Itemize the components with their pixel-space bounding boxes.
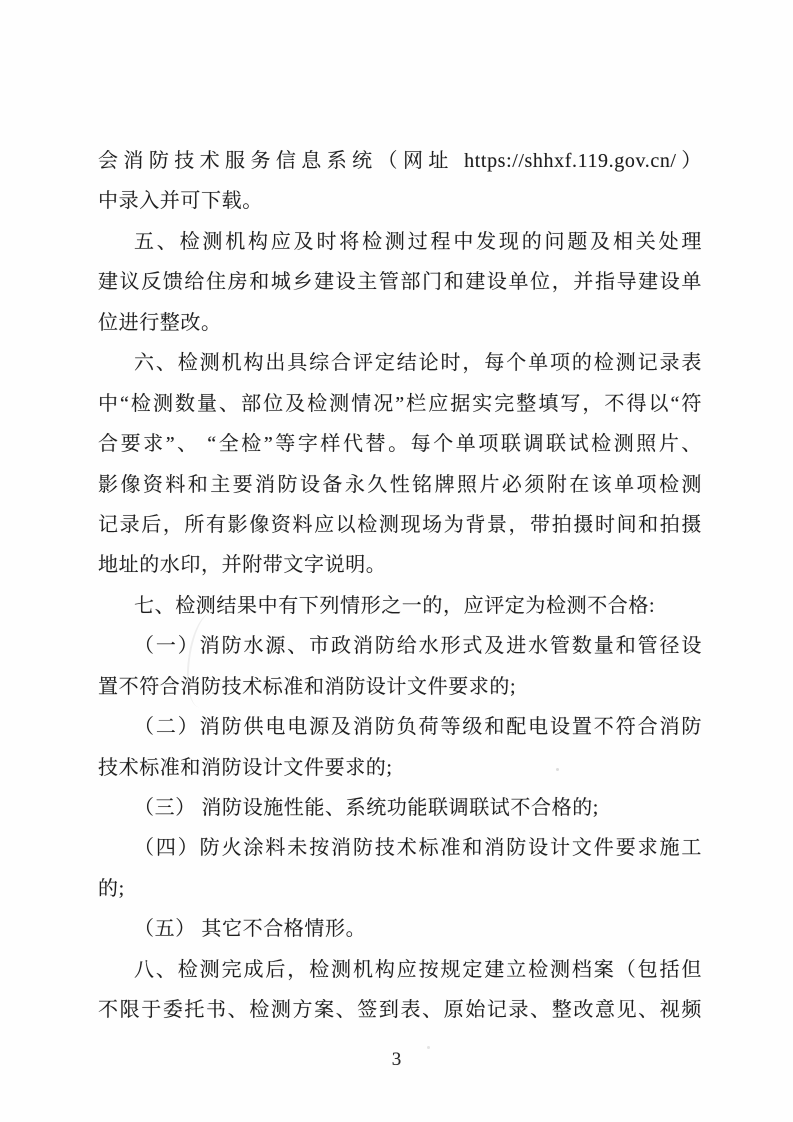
text-line: 不限于委托书、检测方案、签到表、原始记录、整改意见、视频: [98, 999, 702, 1022]
text-line: 中“检测数量、部位及检测情况”栏应据实完整填写，不得以“符: [98, 392, 702, 415]
text-line: 的;: [98, 877, 125, 900]
text-line: （五） 其它不合格情形。: [134, 918, 367, 941]
text-line: 位进行整改。: [98, 311, 222, 334]
paragraph: [98, 950, 702, 1031]
text-line: 建议反馈给住房和城乡建设主管部门和建设单位，并指导建设单: [98, 271, 702, 294]
text-line: 合要求”、 “全检”等字样代替。每个单项联调联试检测照片、: [98, 433, 702, 456]
paragraph: [98, 788, 702, 828]
text-line: （二）消防供电电源及消防负荷等级和配电设置不符合消防: [134, 716, 702, 739]
text-line: （四）防火涂料未按消防技术标准和消防设计文件要求施工: [134, 837, 702, 860]
text-line: （三） 消防设施性能、系统功能联调联试不合格的;: [134, 797, 599, 819]
paragraph: [98, 586, 702, 626]
text-line: 置不符合消防技术标准和消防设计文件要求的;: [98, 675, 517, 698]
paragraph: [98, 141, 702, 222]
paragraph: [98, 626, 702, 707]
text-line: 八、检测完成后，检测机构应按规定建立检测档案（包括但: [134, 958, 702, 981]
paragraph: [98, 707, 702, 788]
text-line: 影像资料和主要消防设备永久性铭牌照片必须附在该单项检测: [98, 473, 702, 496]
text-line: 会消防技术服务信息系统（网址 https://shhxf.119.gov.cn/）: [98, 150, 702, 172]
text-line: 六、检测机构出具综合评定结论时，每个单项的检测记录表: [134, 352, 702, 375]
text-line: 五、检测机构应及时将检测过程中发现的问题及相关处理: [134, 230, 702, 253]
text-line: （一）消防水源、市政消防给水形式及进水管数量和管径设: [134, 635, 702, 658]
paragraph: [98, 828, 702, 909]
paragraph: [98, 222, 702, 343]
text-line: 七、检测结果中有下列情形之一的，应评定为检测不合格:: [134, 594, 656, 617]
text-line: 地址的水印，并附带文字说明。: [98, 554, 387, 577]
document-body: [98, 141, 702, 1031]
paragraph: [98, 343, 702, 586]
text-line: 技术标准和消防设计文件要求的;: [98, 756, 393, 779]
text-line: 记录后，所有影像资料应以检测现场为背景，带拍摄时间和拍摄: [98, 513, 702, 536]
paragraph: [98, 909, 702, 949]
text-line: 中录入并可下载。: [98, 190, 263, 213]
page-number: 3: [391, 1049, 402, 1070]
